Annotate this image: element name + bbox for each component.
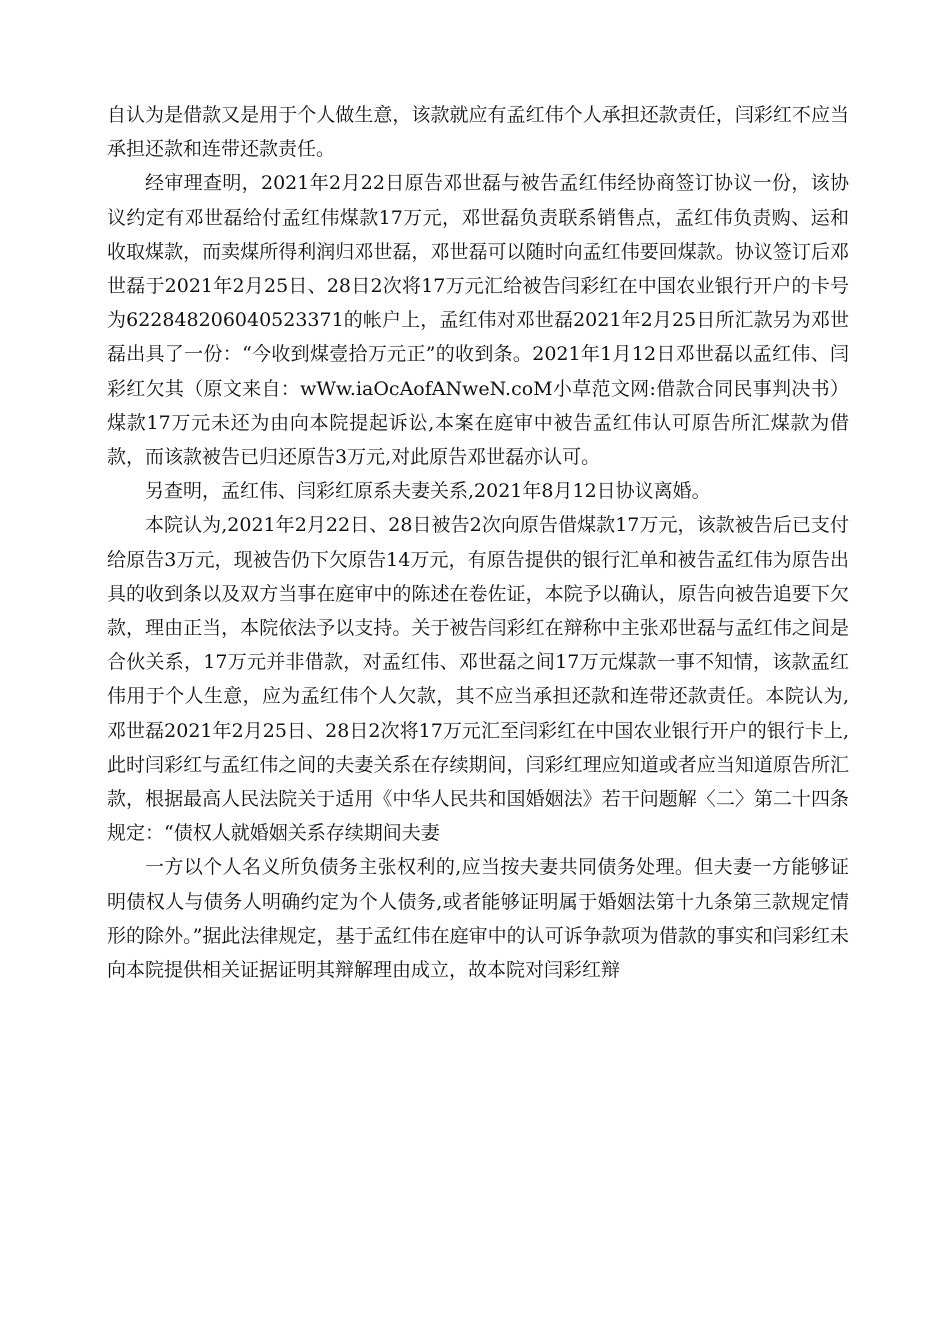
paragraph-legal-basis: 一方以个人名义所负债务主张权利的,应当按夫妻共同债务处理。但夫妻一方能够证明债权人与债务人明确约定为个人债务,或者能够证明属于婚姻法第十九条第三款规定情形的除外。”据此法律规定，基于孟红伟在庭审中的认可诉争款项为借款的事实和闫彩红未向本院提供相关证据证明其辩解理由成立，故本院对闫彩红辩 xyxy=(107,856,849,982)
paragraph-continuation: 自认为是借款又是用于个人做生意，该款就应有孟红伟个人承担还款责任，闫彩红不应当承担还款和连带还款责任。 xyxy=(107,104,849,161)
paragraph-findings: 经审理查明，2021年2月22日原告邓世磊与被告孟红伟经协商签订协议一份，该协议约定有邓世磊给付孟红伟煤款17万元，邓世磊负责联系销售点，孟红伟负责购、运和收取煤款，而卖煤所得利润归邓世磊，邓世磊可以随时向孟红伟要回煤款。协议签订后邓世磊于2021年2月25日、28日2次将17万元汇给被告闫彩红在中国农业银行开户的卡号为622848206040523371的帐户上，孟红伟对邓世磊2021年2月25日所汇款另为邓世磊出具了一份：“今收到煤壹拾万元正”的收到条。2021年1月12日邓世磊以孟红伟、闫彩红欠其（原文来自：wWw.iaOcAofANweN.coM小草范文网:借款合同民事判决书）煤款17万元未还为由向本院提起诉讼,本案在庭审中被告孟红伟认可原告所汇煤款为借款，而该款被告已归还原告3万元,对此原告邓世磊亦认可。 xyxy=(107,172,849,469)
document-body xyxy=(107,98,849,987)
paragraph-further-findings: 另查明，孟红伟、闫彩红原系夫妻关系,2021年8月12日协议离婚。 xyxy=(145,480,711,503)
paragraph-court-opinion: 本院认为,2021年2月22日、28日被告2次向原告借煤款17万元，该款被告后已支付给原告3万元，现被告仍下欠原告14万元，有原告提供的银行汇单和被告孟红伟为原告出具的收到条以及双方当事在庭审中的陈述在卷佐证，本院予以确认，原告向被告追要下欠款，理由正当，本院依法予以支持。关于被告闫彩红在辩称中主张邓世磊与孟红伟之间是合伙关系，17万元并非借款，对孟红伟、邓世磊之间17万元煤款一事不知情，该款孟红伟用于个人生意，应为孟红伟个人欠款，其不应当承担还款和连带还款责任。本院认为,邓世磊2021年2月25日、28日2次将17万元汇至闫彩红在中国农业银行开户的银行卡上,此时闫彩红与孟红伟之间的夫妻关系在存续期间，闫彩红理应知道或者应当知道原告所汇款，根据最高人民法院关于适用《中华人民共和国婚姻法》若干问题解〈二〉第二十四条规定：“债权人就婚姻关系存续期间夫妻 xyxy=(107,514,849,845)
